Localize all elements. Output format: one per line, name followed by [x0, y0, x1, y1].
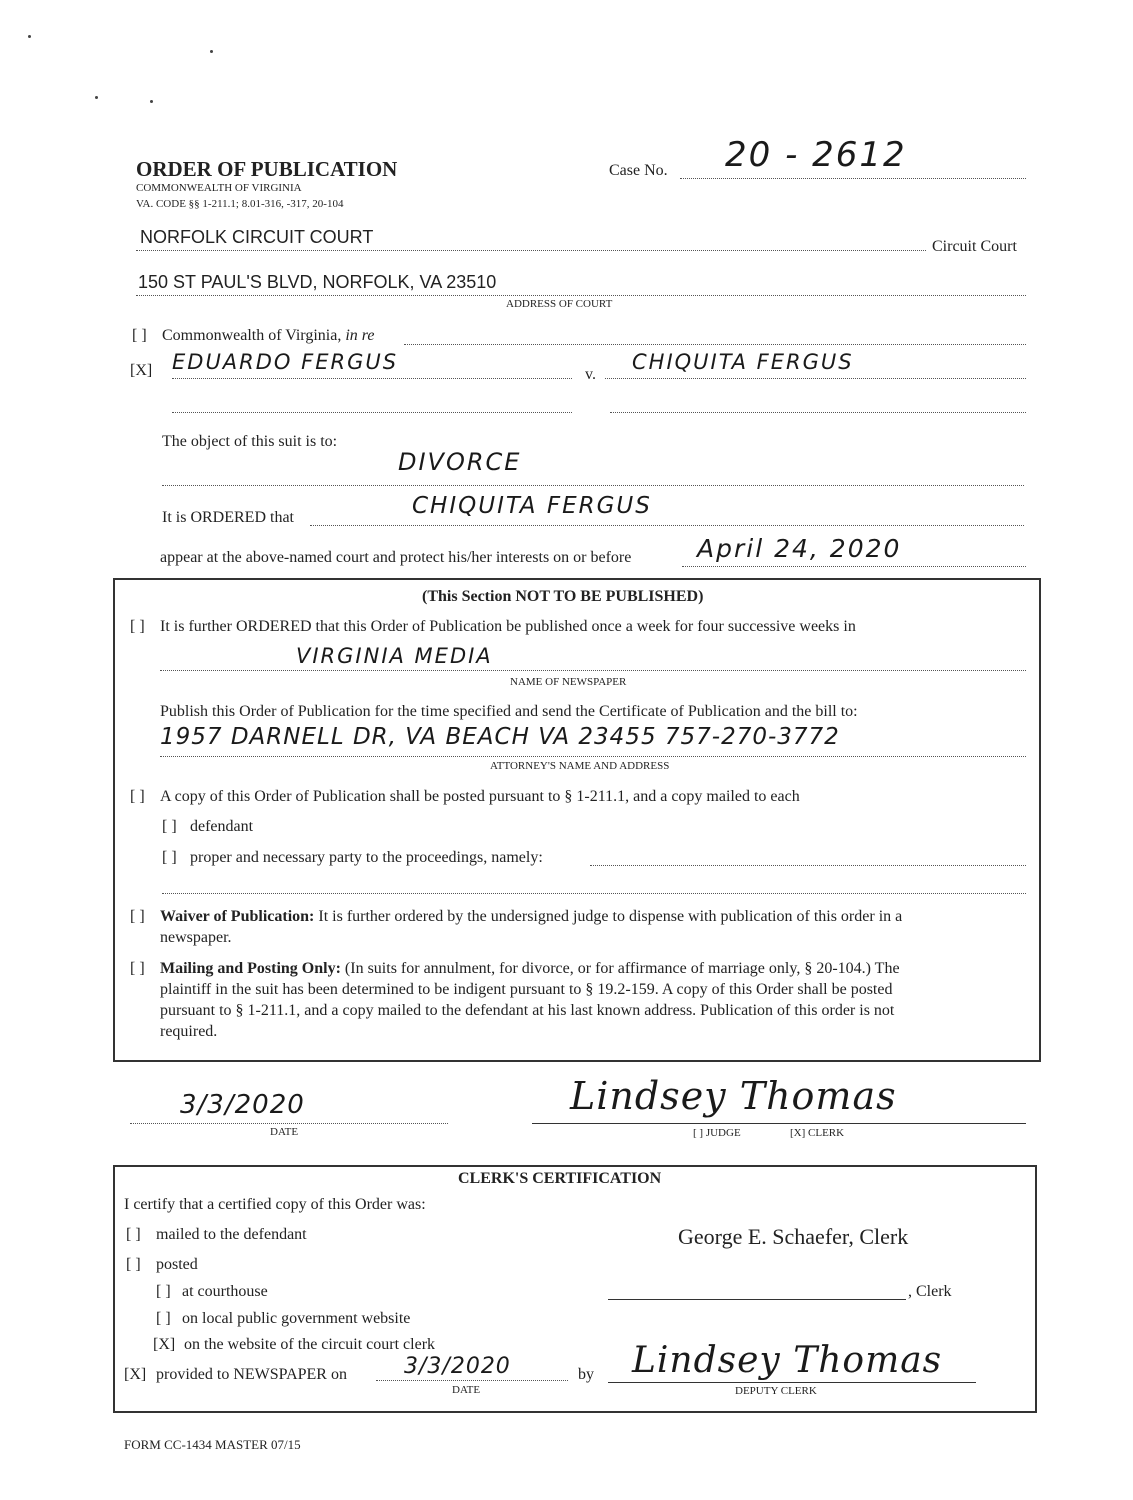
- scan-speck: [28, 35, 31, 38]
- party-checkbox-2[interactable]: [ ]: [162, 849, 177, 866]
- commonwealth-checkbox[interactable]: [ ]: [132, 327, 147, 344]
- mailed-label: mailed to the defendant: [156, 1226, 307, 1243]
- clerk-site-checkbox[interactable]: [X]: [153, 1336, 176, 1353]
- send-text: Publish this Order of Publication for the time specified and send the Certificate of Publication and the bill to:: [160, 703, 858, 720]
- scan-speck: [210, 50, 213, 53]
- website-checkbox[interactable]: [ ]: [156, 1310, 171, 1327]
- defendant-checkbox[interactable]: [ ]: [162, 818, 177, 835]
- code-caption: VA. CODE §§ 1-211.1; 8.01-316, -317, 20-104: [136, 198, 344, 210]
- newspaper-line: [160, 670, 1026, 671]
- plaintiff-line-2: [172, 412, 572, 413]
- object-label: The object of this suit is to:: [162, 433, 338, 450]
- deputy-caption: DEPUTY CLERK: [735, 1385, 817, 1397]
- party-checkbox[interactable]: [X]: [130, 362, 153, 379]
- scan-speck: [95, 96, 98, 99]
- mailing-line-2: plaintiff in the suit has been determined to be indigent pursuant to § 19.2-159. A copy of this Order shall be posted: [160, 981, 893, 998]
- order-date: 3/3/2020: [180, 1090, 305, 1120]
- party-line-2: [162, 893, 1026, 894]
- attorney-address: 1957 DARNELL DR, VA BEACH VA 23455 757-270-3772: [160, 724, 840, 750]
- website-label: on local public government website: [182, 1310, 411, 1327]
- object-value: DIVORCE: [398, 448, 522, 476]
- commonwealth-label: Commonwealth of Virginia, in re: [162, 327, 375, 344]
- object-line: [162, 485, 1024, 486]
- ordered-value: CHIQUITA FERGUS: [412, 493, 652, 519]
- certification-heading: CLERK'S CERTIFICATION: [458, 1170, 662, 1187]
- defendant-label: defendant: [190, 818, 254, 835]
- versus-label: v.: [585, 366, 596, 383]
- state-caption: COMMONWEALTH OF VIRGINIA: [136, 182, 302, 194]
- case-number: 20 - 2612: [725, 135, 907, 175]
- newspaper-date-caption: DATE: [452, 1384, 481, 1396]
- defendant-line-2: [610, 412, 1026, 413]
- deputy-signature: Lindsey Thomas: [632, 1340, 943, 1381]
- in-re-line: [404, 344, 1026, 345]
- mailing-line-3: pursuant to § 1-211.1, and a copy mailed to the defendant at his last known address. Publication of this order is not: [160, 1002, 895, 1019]
- by-label: by: [578, 1366, 594, 1383]
- signature-line: [532, 1123, 1026, 1124]
- clerk-checkbox-label[interactable]: [X] CLERK: [790, 1127, 845, 1139]
- posted-label: posted: [156, 1256, 198, 1273]
- mailing-checkbox[interactable]: [ ]: [130, 960, 145, 977]
- defendant-name: CHIQUITA FERGUS: [632, 350, 854, 374]
- address-line: [136, 295, 1026, 296]
- appear-date: April 24, 2020: [697, 534, 902, 563]
- posted-checkbox[interactable]: [ ]: [126, 1256, 141, 1273]
- address-caption: ADDRESS OF COURT: [506, 298, 613, 310]
- form-number: FORM CC-1434 MASTER 07/15: [124, 1437, 301, 1452]
- clerk-name: George E. Schaefer, Clerk: [678, 1224, 909, 1249]
- court-line: [136, 250, 926, 251]
- courthouse-checkbox[interactable]: [ ]: [156, 1283, 171, 1300]
- waiver-line-1: Waiver of Publication: It is further ordered by the undersigned judge to dispense with publication of this order in a: [160, 908, 903, 925]
- court-name: NORFOLK CIRCUIT COURT: [140, 227, 374, 247]
- judge-checkbox-label[interactable]: [ ] JUDGE: [693, 1127, 741, 1139]
- newspaper-caption: NAME OF NEWSPAPER: [510, 676, 627, 688]
- courthouse-label: at courthouse: [182, 1283, 268, 1300]
- clerk-suffix: , Clerk: [908, 1283, 952, 1300]
- plaintiff-name: EDUARDO FERGUS: [172, 350, 399, 374]
- clerk-site-label: on the website of the circuit court clerk: [184, 1336, 436, 1353]
- mailed-checkbox[interactable]: [ ]: [126, 1226, 141, 1243]
- appear-label: appear at the above-named court and protect his/her interests on or before: [160, 549, 632, 566]
- not-published-heading: (This Section NOT TO BE PUBLISHED): [422, 588, 704, 605]
- publish-text: It is further ORDERED that this Order of Publication be published once a week for four successive weeks in: [160, 618, 856, 635]
- newspaper-date: 3/3/2020: [404, 1354, 511, 1379]
- case-label: Case No.: [609, 162, 668, 179]
- attorney-line: [160, 756, 1026, 757]
- scan-speck: [150, 100, 153, 103]
- deputy-signature-line: [608, 1382, 976, 1383]
- post-checkbox[interactable]: [ ]: [130, 788, 145, 805]
- clerk-signature: Lindsey Thomas: [570, 1074, 897, 1118]
- court-address: 150 ST PAUL'S BLVD, NORFOLK, VA 23510: [138, 272, 497, 292]
- attorney-caption: ATTORNEY'S NAME AND ADDRESS: [490, 760, 670, 772]
- certification-intro: I certify that a certified copy of this Order was:: [124, 1196, 426, 1213]
- waiver-checkbox[interactable]: [ ]: [130, 908, 145, 925]
- order-date-line: [130, 1123, 448, 1124]
- mailing-line-1: Mailing and Posting Only: (In suits for annulment, for divorce, or for affirmance of marriage only, § 20-104.) The: [160, 960, 900, 977]
- mailing-line-4: required.: [160, 1023, 218, 1040]
- order-date-caption: DATE: [270, 1126, 299, 1138]
- form-title: ORDER OF PUBLICATION: [136, 157, 398, 181]
- defendant-line: [605, 378, 1026, 379]
- post-text: A copy of this Order of Publication shall be posted pursuant to § 1-211.1, and a copy mailed to each: [160, 788, 800, 805]
- waiver-line-2: newspaper.: [160, 929, 232, 946]
- clerk-name-line: [608, 1299, 906, 1300]
- newspaper-name: VIRGINIA MEDIA: [296, 644, 493, 668]
- ordered-label: It is ORDERED that: [162, 509, 294, 526]
- case-line: [680, 178, 1026, 179]
- newspaper-checkbox[interactable]: [X]: [124, 1366, 147, 1383]
- publish-checkbox[interactable]: [ ]: [130, 618, 145, 635]
- party-label: proper and necessary party to the proceedings, namely:: [190, 849, 543, 866]
- party-line: [590, 865, 1026, 866]
- ordered-line: [310, 525, 1024, 526]
- circuit-court-suffix: Circuit Court: [932, 238, 1017, 255]
- appear-line: [682, 566, 1026, 567]
- newspaper-label: provided to NEWSPAPER on: [156, 1366, 347, 1383]
- newspaper-date-line: [376, 1380, 568, 1381]
- plaintiff-line: [172, 378, 572, 379]
